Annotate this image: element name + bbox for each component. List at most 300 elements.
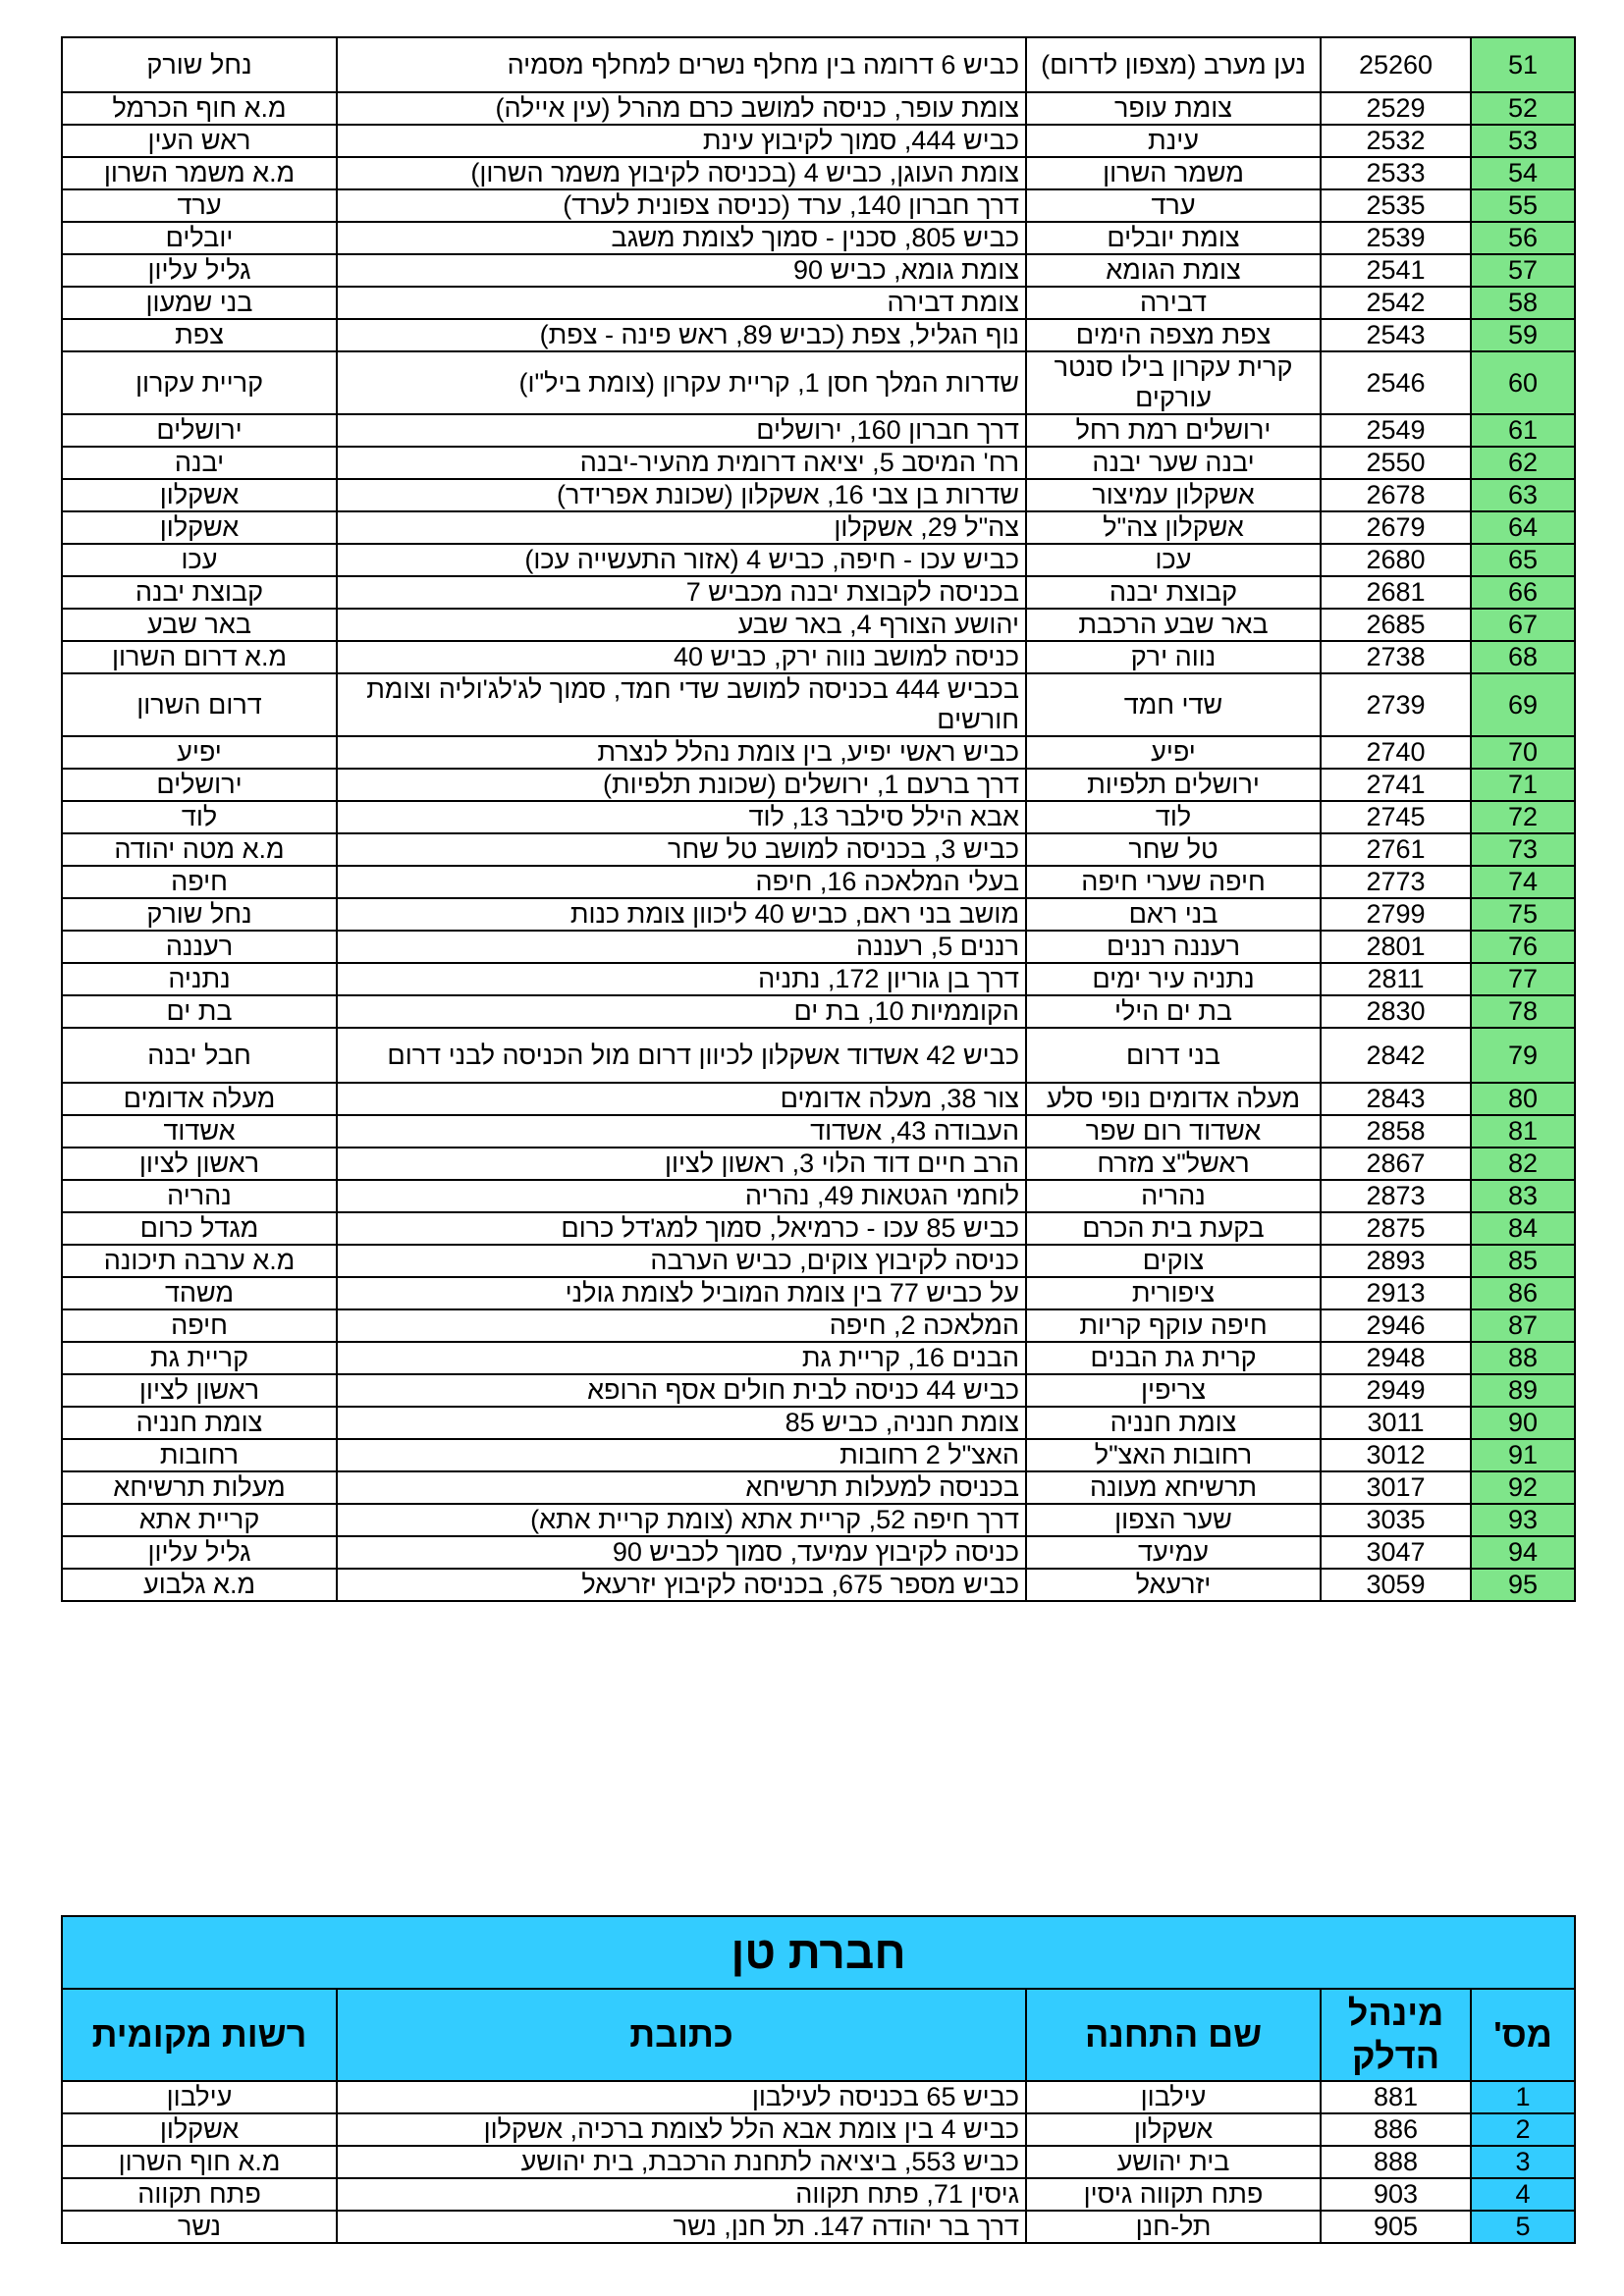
station-address: הקוממיות 10, בת ים bbox=[337, 995, 1026, 1028]
fuel-admin-code: 2799 bbox=[1321, 898, 1471, 931]
local-authority: צומת חנניה bbox=[62, 1407, 337, 1439]
station-address: נוף הגליל, צפת (כביש 89, ראש פינה - צפת) bbox=[337, 319, 1026, 351]
station-address: כביש 42 אשדוד אשקלון לכיוון דרום מול הכניסה לבני דרום bbox=[337, 1028, 1026, 1083]
station-number: 83 bbox=[1471, 1180, 1575, 1212]
station-number: 70 bbox=[1471, 736, 1575, 769]
fuel-admin-code: 2745 bbox=[1321, 801, 1471, 833]
station-name: חיפה עוקף קריות bbox=[1026, 1309, 1321, 1342]
station-name: ציפורית bbox=[1026, 1277, 1321, 1309]
station-address: צומת חנניה, כביש 85 bbox=[337, 1407, 1026, 1439]
local-authority: ירושלים bbox=[62, 769, 337, 801]
station-address: אבא הילל סילבר 13, לוד bbox=[337, 801, 1026, 833]
local-authority: גליל עליון bbox=[62, 254, 337, 287]
table-row bbox=[62, 1309, 1575, 1342]
station-address: הבנים 16, קריית גת bbox=[337, 1342, 1026, 1374]
station-number: 84 bbox=[1471, 1212, 1575, 1245]
station-number: 89 bbox=[1471, 1374, 1575, 1407]
station-name: קרית עקרון בילו סנטר עורקים bbox=[1026, 351, 1321, 414]
table-row bbox=[62, 866, 1575, 898]
station-number: 61 bbox=[1471, 414, 1575, 447]
station-name: נווה ירק bbox=[1026, 641, 1321, 673]
station-address: כביש 444, סמוך לקיבוץ עינת bbox=[337, 125, 1026, 157]
station-address: שדרות המלך חסן 1, קריית עקרון (צומת ביל"ו) bbox=[337, 351, 1026, 414]
station-address: כניסה למושב נווה ירק, כביש 40 bbox=[337, 641, 1026, 673]
station-address: שדרות בן צבי 16, אשקלון (שכונת אפרידר) bbox=[337, 479, 1026, 511]
station-address: כביש 3, בכניסה למושב טל שחר bbox=[337, 833, 1026, 866]
fuel-admin-code: 2873 bbox=[1321, 1180, 1471, 1212]
local-authority: ראשון לציון bbox=[62, 1148, 337, 1180]
station-address: בכניסה לקבוצת יבנה מכביש 7 bbox=[337, 576, 1026, 609]
station-name: עינת bbox=[1026, 125, 1321, 157]
station-name: אשקלון עמיצור bbox=[1026, 479, 1321, 511]
station-address: כביש 805, סכנין - סמוך לצומת משגב bbox=[337, 222, 1026, 254]
ten-title-row bbox=[62, 1916, 1575, 1989]
station-address: רננים 5, רעננה bbox=[337, 931, 1026, 963]
station-name: שער הצפון bbox=[1026, 1504, 1321, 1536]
local-authority: ראש העין bbox=[62, 125, 337, 157]
station-number: 85 bbox=[1471, 1245, 1575, 1277]
station-address: גיסין 71, פתח תקווה bbox=[337, 2178, 1026, 2211]
fuel-admin-code: 2678 bbox=[1321, 479, 1471, 511]
station-name: שדי חמד bbox=[1026, 673, 1321, 736]
station-number: 68 bbox=[1471, 641, 1575, 673]
station-number: 86 bbox=[1471, 1277, 1575, 1309]
station-name: יפיע bbox=[1026, 736, 1321, 769]
local-authority: מגדל כרום bbox=[62, 1212, 337, 1245]
table-row bbox=[62, 1115, 1575, 1148]
local-authority: עילבון bbox=[62, 2081, 337, 2113]
station-address: כביש מספר 675, בכניסה לקיבוץ יזרעאל bbox=[337, 1569, 1026, 1601]
station-number: 65 bbox=[1471, 544, 1575, 576]
table-row bbox=[62, 2081, 1575, 2113]
station-number: 63 bbox=[1471, 479, 1575, 511]
station-name: בני ראם bbox=[1026, 898, 1321, 931]
station-address: כביש 553, ביציאה לתחנת הרכבת, בית יהושע bbox=[337, 2146, 1026, 2178]
station-number: 67 bbox=[1471, 609, 1575, 641]
fuel-admin-code: 2830 bbox=[1321, 995, 1471, 1028]
fuel-admin-code: 2685 bbox=[1321, 609, 1471, 641]
station-name: חיפה שערי חיפה bbox=[1026, 866, 1321, 898]
fuel-admin-code: 2761 bbox=[1321, 833, 1471, 866]
station-number: 1 bbox=[1471, 2081, 1575, 2113]
table-row bbox=[62, 931, 1575, 963]
station-name: באר שבע הרכבת bbox=[1026, 609, 1321, 641]
table-row bbox=[62, 1180, 1575, 1212]
fuel-admin-code: 3047 bbox=[1321, 1536, 1471, 1569]
station-number: 2 bbox=[1471, 2113, 1575, 2146]
station-name: בת ים הילי bbox=[1026, 995, 1321, 1028]
fuel-admin-code: 2738 bbox=[1321, 641, 1471, 673]
station-address: יהושע הצורף 4, באר שבע bbox=[337, 609, 1026, 641]
station-number: 57 bbox=[1471, 254, 1575, 287]
table-row bbox=[62, 1374, 1575, 1407]
station-name: ערד bbox=[1026, 189, 1321, 222]
local-authority: משהד bbox=[62, 1277, 337, 1309]
fuel-admin-code: 2946 bbox=[1321, 1309, 1471, 1342]
station-name: לוד bbox=[1026, 801, 1321, 833]
fuel-admin-code: 2842 bbox=[1321, 1028, 1471, 1083]
table-row bbox=[62, 673, 1575, 736]
station-name: נתניה עיר ימים bbox=[1026, 963, 1321, 995]
station-name: צומת חנניה bbox=[1026, 1407, 1321, 1439]
station-number: 60 bbox=[1471, 351, 1575, 414]
station-name: אשקלון צה"ל bbox=[1026, 511, 1321, 544]
local-authority: ערד bbox=[62, 189, 337, 222]
ten-company-table bbox=[61, 1915, 1576, 2244]
station-name: צומת עופר bbox=[1026, 92, 1321, 125]
local-authority: מעלות תרשיחא bbox=[62, 1471, 337, 1504]
fuel-admin-code: 2948 bbox=[1321, 1342, 1471, 1374]
local-authority: רחובות bbox=[62, 1439, 337, 1471]
fuel-admin-code: 905 bbox=[1321, 2211, 1471, 2243]
fuel-admin-code: 2541 bbox=[1321, 254, 1471, 287]
fuel-admin-code: 2543 bbox=[1321, 319, 1471, 351]
station-number: 72 bbox=[1471, 801, 1575, 833]
local-authority: קבוצת יבנה bbox=[62, 576, 337, 609]
fuel-admin-code: 2773 bbox=[1321, 866, 1471, 898]
table-row bbox=[62, 898, 1575, 931]
station-name: יבנה שער יבנה bbox=[1026, 447, 1321, 479]
table-row bbox=[62, 833, 1575, 866]
station-number: 90 bbox=[1471, 1407, 1575, 1439]
local-authority: יפיע bbox=[62, 736, 337, 769]
station-number: 59 bbox=[1471, 319, 1575, 351]
table-row bbox=[62, 963, 1575, 995]
stations-table-body bbox=[62, 37, 1575, 1601]
fuel-admin-code: 25260 bbox=[1321, 37, 1471, 92]
table-row bbox=[62, 319, 1575, 351]
fuel-admin-code: 2679 bbox=[1321, 511, 1471, 544]
table-row bbox=[62, 1407, 1575, 1439]
local-authority: קריית אתא bbox=[62, 1504, 337, 1536]
fuel-admin-code: 2801 bbox=[1321, 931, 1471, 963]
local-authority: מ.א מטה יהודה bbox=[62, 833, 337, 866]
fuel-admin-code: 3011 bbox=[1321, 1407, 1471, 1439]
local-authority: מ.א גלבוע bbox=[62, 1569, 337, 1601]
station-address: המלאכה 2, חיפה bbox=[337, 1309, 1026, 1342]
fuel-admin-code: 2542 bbox=[1321, 287, 1471, 319]
table-row bbox=[62, 189, 1575, 222]
table-row bbox=[62, 37, 1575, 92]
station-name: עכו bbox=[1026, 544, 1321, 576]
station-number: 88 bbox=[1471, 1342, 1575, 1374]
station-name: ירושלים תלפיות bbox=[1026, 769, 1321, 801]
station-address: הרב חיים דוד הלוי 3, ראשון לציון bbox=[337, 1148, 1026, 1180]
station-address: דרך חיפה 52, קריית אתא (צומת קריית אתא) bbox=[337, 1504, 1026, 1536]
local-authority: מ.א משמר השרון bbox=[62, 157, 337, 189]
local-authority: רעננה bbox=[62, 931, 337, 963]
station-number: 54 bbox=[1471, 157, 1575, 189]
station-number: 76 bbox=[1471, 931, 1575, 963]
local-authority: ירושלים bbox=[62, 414, 337, 447]
station-address: דרך חברון 160, ירושלים bbox=[337, 414, 1026, 447]
table-row bbox=[62, 1028, 1575, 1083]
fuel-admin-code: 2913 bbox=[1321, 1277, 1471, 1309]
local-authority: מעלה אדומים bbox=[62, 1083, 337, 1115]
table-row bbox=[62, 1536, 1575, 1569]
header-station-name: שם התחנה bbox=[1026, 1989, 1321, 2081]
fuel-admin-code: 2535 bbox=[1321, 189, 1471, 222]
local-authority: נהריה bbox=[62, 1180, 337, 1212]
station-number: 64 bbox=[1471, 511, 1575, 544]
table-row bbox=[62, 125, 1575, 157]
station-number: 58 bbox=[1471, 287, 1575, 319]
station-number: 73 bbox=[1471, 833, 1575, 866]
station-number: 52 bbox=[1471, 92, 1575, 125]
station-address: בעלי המלאכה 16, חיפה bbox=[337, 866, 1026, 898]
local-authority: קריית גת bbox=[62, 1342, 337, 1374]
station-address: לוחמי הגטאות 49, נהריה bbox=[337, 1180, 1026, 1212]
local-authority: בת ים bbox=[62, 995, 337, 1028]
ten-header-row bbox=[62, 1989, 1575, 2081]
station-number: 92 bbox=[1471, 1471, 1575, 1504]
station-name: פתח תקווה גיסין bbox=[1026, 2178, 1321, 2211]
station-name: נען מערב (מצפון לדרום) bbox=[1026, 37, 1321, 92]
table-row bbox=[62, 1245, 1575, 1277]
station-address: דרך חברון 140, ערד (כניסה צפונית לערד) bbox=[337, 189, 1026, 222]
header-fuel-admin-code: מינהל הדלק bbox=[1321, 1989, 1471, 2081]
station-address: צומת עופר, כניסה למושב כרם מהרל (עין איילה) bbox=[337, 92, 1026, 125]
local-authority: חיפה bbox=[62, 866, 337, 898]
station-name: נהריה bbox=[1026, 1180, 1321, 1212]
station-name: טל שחר bbox=[1026, 833, 1321, 866]
local-authority: נתניה bbox=[62, 963, 337, 995]
station-number: 91 bbox=[1471, 1439, 1575, 1471]
station-address: כביש 65 בכניסה לעילבון bbox=[337, 2081, 1026, 2113]
station-number: 82 bbox=[1471, 1148, 1575, 1180]
ten-company-title: חברת טן bbox=[62, 1916, 1575, 1989]
station-number: 55 bbox=[1471, 189, 1575, 222]
station-name: עמיעד bbox=[1026, 1536, 1321, 1569]
station-address: צה"ל 29, אשקלון bbox=[337, 511, 1026, 544]
table-row bbox=[62, 995, 1575, 1028]
table-row bbox=[62, 1342, 1575, 1374]
header-address: כתובת bbox=[337, 1989, 1026, 2081]
table-row bbox=[62, 609, 1575, 641]
station-address: בכניסה למעלות תרשיחא bbox=[337, 1471, 1026, 1504]
station-number: 87 bbox=[1471, 1309, 1575, 1342]
table-row bbox=[62, 351, 1575, 414]
station-address: האצ"ל 2 רחובות bbox=[337, 1439, 1026, 1471]
table-row bbox=[62, 1439, 1575, 1471]
station-number: 71 bbox=[1471, 769, 1575, 801]
station-number: 53 bbox=[1471, 125, 1575, 157]
station-number: 94 bbox=[1471, 1536, 1575, 1569]
station-number: 75 bbox=[1471, 898, 1575, 931]
table-row bbox=[62, 222, 1575, 254]
station-name: צומת הגומא bbox=[1026, 254, 1321, 287]
station-name: רעננה רננים bbox=[1026, 931, 1321, 963]
station-name: אשקלון bbox=[1026, 2113, 1321, 2146]
table-row bbox=[62, 2113, 1575, 2146]
station-address: כביש 6 דרומה בין מחלף נשרים למחלף מסמיה bbox=[337, 37, 1026, 92]
fuel-admin-code: 2875 bbox=[1321, 1212, 1471, 1245]
station-number: 5 bbox=[1471, 2211, 1575, 2243]
local-authority: ראשון לציון bbox=[62, 1374, 337, 1407]
station-number: 4 bbox=[1471, 2178, 1575, 2211]
station-address: צומת גומא, כביש 90 bbox=[337, 254, 1026, 287]
station-number: 95 bbox=[1471, 1569, 1575, 1601]
fuel-admin-code: 3059 bbox=[1321, 1569, 1471, 1601]
table-row bbox=[62, 157, 1575, 189]
station-name: תל-חנן bbox=[1026, 2211, 1321, 2243]
table-row bbox=[62, 1277, 1575, 1309]
local-authority: יובלים bbox=[62, 222, 337, 254]
station-address: העבודה 43, אשדוד bbox=[337, 1115, 1026, 1148]
station-address: צומת העוגן, כביש 4 (בכניסה לקיבוץ משמר השרון) bbox=[337, 157, 1026, 189]
fuel-admin-code: 2532 bbox=[1321, 125, 1471, 157]
local-authority: אשקלון bbox=[62, 2113, 337, 2146]
fuel-admin-code: 3017 bbox=[1321, 1471, 1471, 1504]
station-address: כביש 85 עכו - כרמיאל, סמוך למג'דל כרום bbox=[337, 1212, 1026, 1245]
local-authority: אשקלון bbox=[62, 511, 337, 544]
fuel-admin-code: 2893 bbox=[1321, 1245, 1471, 1277]
station-number: 51 bbox=[1471, 37, 1575, 92]
station-address: כניסה לקיבוץ עמיעד, סמוך לכביש 90 bbox=[337, 1536, 1026, 1569]
station-number: 3 bbox=[1471, 2146, 1575, 2178]
stations-table-continued bbox=[61, 36, 1576, 1602]
fuel-admin-code: 3035 bbox=[1321, 1504, 1471, 1536]
local-authority: צפת bbox=[62, 319, 337, 351]
local-authority: מ.א חוף הכרמל bbox=[62, 92, 337, 125]
station-address: דרך ברעם 1, ירושלים (שכונת תלפיות) bbox=[337, 769, 1026, 801]
station-address: כביש 44 כניסה לבית חולים אסף הרופא bbox=[337, 1374, 1026, 1407]
fuel-admin-code: 2858 bbox=[1321, 1115, 1471, 1148]
station-name: צפת מצפה הימים bbox=[1026, 319, 1321, 351]
local-authority: בני שמעון bbox=[62, 287, 337, 319]
local-authority: נשר bbox=[62, 2211, 337, 2243]
station-address: צור 38, מעלה אדומים bbox=[337, 1083, 1026, 1115]
local-authority: עכו bbox=[62, 544, 337, 576]
station-address: דרך בן גוריון 172, נתניה bbox=[337, 963, 1026, 995]
local-authority: קריית עקרון bbox=[62, 351, 337, 414]
fuel-admin-code: 2741 bbox=[1321, 769, 1471, 801]
table-row bbox=[62, 92, 1575, 125]
table-row bbox=[62, 1212, 1575, 1245]
table-row bbox=[62, 641, 1575, 673]
table-row bbox=[62, 254, 1575, 287]
station-number: 80 bbox=[1471, 1083, 1575, 1115]
fuel-admin-code: 903 bbox=[1321, 2178, 1471, 2211]
fuel-admin-code: 886 bbox=[1321, 2113, 1471, 2146]
local-authority: חבל יבנה bbox=[62, 1028, 337, 1083]
fuel-admin-code: 2681 bbox=[1321, 576, 1471, 609]
station-name: ירושלים רמת רחל bbox=[1026, 414, 1321, 447]
station-address: כביש 4 בין צומת אבא הלל לצומת ברכיה, אשקלון bbox=[337, 2113, 1026, 2146]
station-address: צומת דבירה bbox=[337, 287, 1026, 319]
fuel-admin-code: 2680 bbox=[1321, 544, 1471, 576]
table-row bbox=[62, 576, 1575, 609]
station-address: בכביש 444 בכניסה למושב שדי חמד, סמוך לג'לג'וליה וצומת חורשים bbox=[337, 673, 1026, 736]
fuel-admin-code: 888 bbox=[1321, 2146, 1471, 2178]
table-row bbox=[62, 479, 1575, 511]
fuel-admin-code: 2546 bbox=[1321, 351, 1471, 414]
table-row bbox=[62, 447, 1575, 479]
station-name: בני דרום bbox=[1026, 1028, 1321, 1083]
local-authority: יבנה bbox=[62, 447, 337, 479]
table-row bbox=[62, 2146, 1575, 2178]
local-authority: מ.א ערבה תיכונה bbox=[62, 1245, 337, 1277]
local-authority: חיפה bbox=[62, 1309, 337, 1342]
table-row bbox=[62, 1148, 1575, 1180]
table-row bbox=[62, 736, 1575, 769]
ten-table-body bbox=[62, 2081, 1575, 2243]
fuel-admin-code: 2529 bbox=[1321, 92, 1471, 125]
station-number: 81 bbox=[1471, 1115, 1575, 1148]
station-number: 74 bbox=[1471, 866, 1575, 898]
fuel-admin-code: 2867 bbox=[1321, 1148, 1471, 1180]
station-name: מעלה אדומים נופי סלע bbox=[1026, 1083, 1321, 1115]
table-row bbox=[62, 287, 1575, 319]
station-name: צוקים bbox=[1026, 1245, 1321, 1277]
table-row bbox=[62, 1569, 1575, 1601]
station-address: כביש עכו - חיפה, כביש 4 (אזור התעשייה עכו) bbox=[337, 544, 1026, 576]
fuel-admin-code: 2550 bbox=[1321, 447, 1471, 479]
station-name: יזרעאל bbox=[1026, 1569, 1321, 1601]
station-name: בקעת בית הכרם bbox=[1026, 1212, 1321, 1245]
station-number: 78 bbox=[1471, 995, 1575, 1028]
local-authority: לוד bbox=[62, 801, 337, 833]
station-address: על כביש 77 בין צומת המוביל לצומת גולני bbox=[337, 1277, 1026, 1309]
local-authority: מ.א חוף השרון bbox=[62, 2146, 337, 2178]
station-number: 77 bbox=[1471, 963, 1575, 995]
station-name: דבירה bbox=[1026, 287, 1321, 319]
local-authority: באר שבע bbox=[62, 609, 337, 641]
station-name: קבוצת יבנה bbox=[1026, 576, 1321, 609]
station-name: אשדוד רום שפר bbox=[1026, 1115, 1321, 1148]
station-number: 62 bbox=[1471, 447, 1575, 479]
local-authority: דרום השרון bbox=[62, 673, 337, 736]
table-row bbox=[62, 1504, 1575, 1536]
station-address: מושב בני ראם, כביש 40 ליכוון צומת כנות bbox=[337, 898, 1026, 931]
table-row bbox=[62, 2178, 1575, 2211]
station-name: ראשל"צ מזרח bbox=[1026, 1148, 1321, 1180]
local-authority: נחל שורק bbox=[62, 898, 337, 931]
station-address: כניסה לקיבוץ צוקים, כביש הערבה bbox=[337, 1245, 1026, 1277]
fuel-admin-code: 2539 bbox=[1321, 222, 1471, 254]
station-name: עילבון bbox=[1026, 2081, 1321, 2113]
station-name: צומת יובלים bbox=[1026, 222, 1321, 254]
fuel-admin-code: 2533 bbox=[1321, 157, 1471, 189]
fuel-admin-code: 2811 bbox=[1321, 963, 1471, 995]
table-row bbox=[62, 801, 1575, 833]
table-row bbox=[62, 511, 1575, 544]
station-address: כביש ראשי יפיע, בין צומת נהלל לנצרת bbox=[337, 736, 1026, 769]
fuel-admin-code: 2740 bbox=[1321, 736, 1471, 769]
station-name: רחובות האצ"ל bbox=[1026, 1439, 1321, 1471]
station-address: דרך בר יהודה 147. תל חנן, נשר bbox=[337, 2211, 1026, 2243]
fuel-admin-code: 2549 bbox=[1321, 414, 1471, 447]
table-row bbox=[62, 769, 1575, 801]
table-row bbox=[62, 2211, 1575, 2243]
local-authority: גליל עליון bbox=[62, 1536, 337, 1569]
local-authority: נחל שורק bbox=[62, 37, 337, 92]
station-number: 69 bbox=[1471, 673, 1575, 736]
header-number: מס' bbox=[1471, 1989, 1575, 2081]
fuel-admin-code: 2949 bbox=[1321, 1374, 1471, 1407]
fuel-admin-code: 881 bbox=[1321, 2081, 1471, 2113]
local-authority: מ.א דרום השרון bbox=[62, 641, 337, 673]
header-local-authority: רשות מקומית bbox=[62, 1989, 337, 2081]
station-name: בית יהושע bbox=[1026, 2146, 1321, 2178]
station-number: 93 bbox=[1471, 1504, 1575, 1536]
fuel-admin-code: 2739 bbox=[1321, 673, 1471, 736]
station-name: קרית גת הבנים bbox=[1026, 1342, 1321, 1374]
station-address: רח' המיסב 5, יציאה דרומית מהעיר-יבנה bbox=[337, 447, 1026, 479]
station-number: 56 bbox=[1471, 222, 1575, 254]
table-row bbox=[62, 1471, 1575, 1504]
station-name: צריפין bbox=[1026, 1374, 1321, 1407]
